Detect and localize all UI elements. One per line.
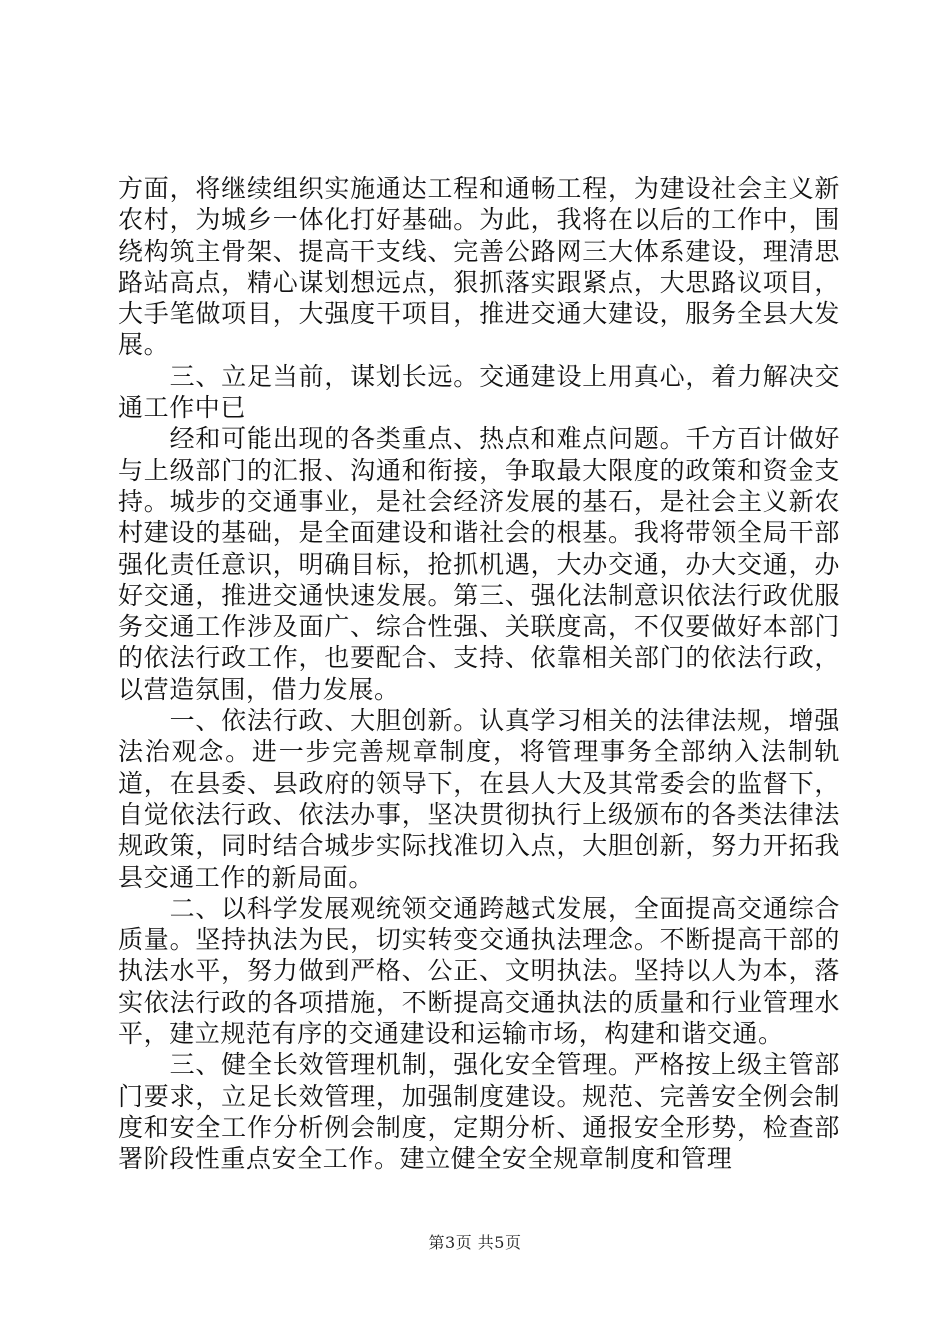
page-number-footer: 第3页 共5页 bbox=[428, 1233, 522, 1252]
paragraph-1: 方面，将继续组织实施通达工程和通畅工程，为建设社会主义新农村，为城乡一体化打好基础。为此，我将在以后的工作中，围绕构筑主骨架、提高干支线、完善公路网三大体系建设，理清思路站高点，精心谋划想远点，狠抓落实跟紧点，大思路议项目，大手笔做项目，大强度干项目，推进交通大建设，服务全县大发展。 bbox=[118, 174, 840, 360]
paragraph-5: 二、以科学发展观统领交通跨越式发展，全面提高交通综合质量。坚持执法为民，切实转变交通执法理念。不断提高干部的执法水平，努力做到严格、公正、文明执法。坚持以人为本，落实依法行政的各项措施，不断提高交通执法的质量和行业管理水平，建立规范有序的交通建设和运输市场，构建和谐交通。 bbox=[118, 893, 840, 1049]
paragraph-4: 一、依法行政、大胆创新。认真学习相关的法律法规，增强法治观念。进一步完善规章制度，将管理事务全部纳入法制轨道，在县委、县政府的领导下，在县人大及其常委会的监督下，自觉依法行政、依法办事，坚决贯彻执行上级颁布的各类法律法规政策，同时结合城步实际找准切入点，大胆创新，努力开拓我县交通工作的新局面。 bbox=[118, 706, 840, 892]
paragraph-3: 经和可能出现的各类重点、热点和难点问题。千方百计做好与上级部门的汇报、沟通和衔接，争取最大限度的政策和资金支持。城步的交通事业，是社会经济发展的基石，是社会主义新农村建设的基础，是全面建设和谐社会的根基。我将带领全局干部强化责任意识，明确目标，抢抓机遇，大办交通，办大交通，办好交通，推进交通快速发展。第三、强化法制意识依法行政优服务交通工作涉及面广、综合性强、关联度高，不仅要做好本部门的依法行政工作，也要配合、支持、依靠相关部门的依法行政，以营造氛围，借力发展。 bbox=[118, 424, 840, 704]
paragraph-6: 三、健全长效管理机制，强化安全管理。严格按上级主管部门要求，立足长效管理，加强制度建设。规范、完善安全例会制度和安全工作分析例会制度，定期分析、通报安全形势，检查部署阶段性重点安全工作。建立健全安全规章制度和管理 bbox=[118, 1050, 840, 1174]
document-body bbox=[118, 173, 840, 1175]
paragraph-2: 三、立足当前，谋划长远。交通建设上用真心，着力解决交通工作中已 bbox=[118, 361, 840, 423]
